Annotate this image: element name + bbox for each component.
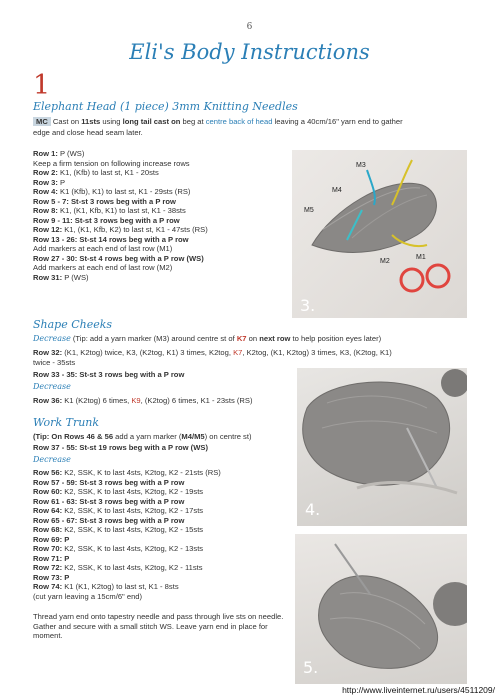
row36: Row 36: K1 (K2tog) 6 times, K9, (K2tog) 6 times, K1 - 23sts (RS) [33,396,253,405]
photo-number: 4. [305,500,321,519]
knitted-gather-illustration [295,534,467,684]
photo-number: 3. [300,296,316,315]
finishing-text: Thread yarn end onto tapestry needle and pass through live sts on needle. Gather and secure with a small stitch WS. Leave yarn end in place for moment. [33,612,284,640]
instruction-row: Row 1: P (WS) [33,149,85,158]
marker-label: M5 [304,207,314,214]
instruction-row: Row 64: K2, SSK, K to last 4sts, K2tog, K2 - 17sts [33,506,204,515]
instruction-row: Row 56: K2, SSK, K to last 4sts, K2tog, K2 - 21sts (RS) [33,468,221,477]
source-url[interactable]: http://www.liveinternet.ru/users/4511209/ [342,685,495,695]
photo-elephant-head [292,150,467,318]
marker-label: M2 [380,258,390,265]
photo-trunk-knitting [297,368,467,526]
instruction-row: Row 70: K2, SSK, K to last 4sts, K2tog, K2 - 13sts [33,544,204,553]
marker-label: M3 [356,162,366,169]
instruction-row: Row 68: K2, SSK, K to last 4sts, K2tog, K2 - 15sts [33,525,204,534]
instruction-row: Row 65 - 67: St-st 3 rows beg with a P row [33,515,185,525]
instruction-row: Row 60: K2, SSK, K to last 4sts, K2tog, K2 - 19sts [33,487,204,496]
instruction-row: Row 2: K1, (Kfb) to last st, K1 - 20sts [33,168,159,177]
knitted-head-illustration [292,150,467,318]
knitted-trunk-illustration [297,368,467,526]
page-title: Eli's Body Instructions [129,40,370,64]
instruction-row: Row 31: P (WS) [33,272,89,282]
instruction-row: Row 57 - 59: St-st 3 rows beg with a P row [33,477,185,487]
instruction-row: Add markers at each end of last row (M2) [33,263,173,272]
trunk-rows [33,468,221,601]
instruction-row: Row 61 - 63: St-st 3 rows beg with a P row [33,496,185,506]
page-number: 6 [246,22,253,32]
section-heading-trunk: Work Trunk [33,416,100,429]
marker-label: M1 [416,254,426,261]
instruction-row: Row 72: K2, SSK, K to last 4sts, K2tog, K2 - 11sts [33,563,203,572]
row37: Row 37 - 55: St-st 19 rows beg with a P row (WS) [33,443,208,452]
photo-gather-stitches [295,534,467,684]
instruction-row: Row 9 - 11: St-st 3 rows beg with a P row [33,215,180,225]
instruction-row: Row 4: K1 (Kfb), K1) to last st, K1 - 29sts (RS) [33,187,191,196]
instruction-row: Row 5 - 7: St-st 3 rows beg with a P row [33,196,176,206]
mc-badge: MC [33,117,51,126]
row32-line1: Row 32: (K1, K2tog) twice, K3, (K2tog, K1) 3 times, K2tog, K7, K2tog, (K1, K2tog) 3 times, K3, (K2tog, K1) [33,348,392,357]
cheeks-tip: Decrease (Tip: add a yarn marker (M3) around centre st of K7 on next row to help position eyes later) [33,334,382,343]
instruction-row: Row 8: K1, (K1, Kfb, K1) to last st, K1 - 38sts [33,206,186,215]
head-intro-line1: MC Cast on 11sts using long tail cast on beg at centre back of head leaving a 40cm/16" yarn end to gather [33,117,403,127]
instruction-row: (cut yarn leaving a 15cm/6" end) [33,591,143,601]
instruction-row: Row 71: P [33,553,70,563]
instruction-row: Row 12: K1, (K1, Kfb, K2) to last st, K1 - 47sts (RS) [33,225,208,234]
instruction-row: Row 13 - 26: St-st 14 rows beg with a P row [33,234,189,244]
marker-label: M4 [332,187,342,194]
instruction-row: Row 73: P [33,572,70,582]
instruction-row: Keep a firm tension on following increase rows [33,158,190,168]
decrease-label: Decrease [33,455,71,464]
head-intro-line2: edge and close head seam later. [33,128,143,137]
head-rows [33,149,208,282]
instruction-row: Row 74: K1 (K1, K2tog) to last st, K1 - 8sts [33,582,179,591]
step-number: 1 [33,70,51,101]
row33: Row 33 - 35: St-st 3 rows beg with a P row [33,370,185,379]
trunk-tip: (Tip: On Rows 46 & 56 add a yarn marker (M4/M5) on centre st) [33,432,252,441]
instruction-row: Add markers at each end of last row (M1) [33,244,173,253]
photo-number: 5. [303,658,319,677]
instruction-row: Row 3: P [33,177,66,187]
section-heading-cheeks: Shape Cheeks [33,318,113,331]
instruction-row: Row 69: P [33,534,70,544]
instruction-row: Row 27 - 30: St-st 4 rows beg with a P row (WS) [33,253,204,263]
row32-line2: twice - 35sts [33,358,76,367]
section-heading-head: Elephant Head (1 piece) 3mm Knitting Needles [33,100,298,113]
decrease-label: Decrease [33,382,71,391]
